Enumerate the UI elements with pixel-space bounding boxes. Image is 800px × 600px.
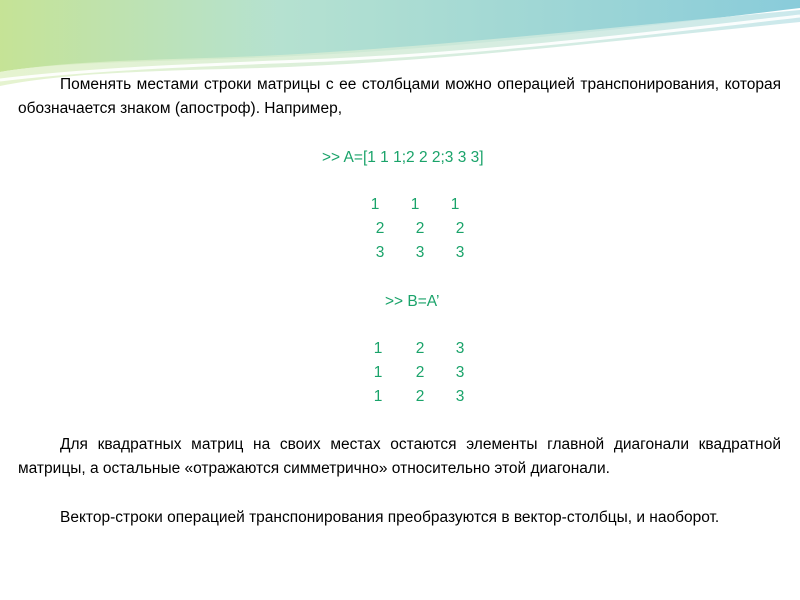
command-a: >> A=[1 1 1;2 2 2;3 3 3] [322,149,484,166]
matrix-a-cell: 2 [375,220,385,237]
matrix-a-cell: 3 [455,244,465,261]
matrix-b-cell: 3 [455,364,465,381]
matrix-b-cell: 1 [373,388,383,405]
matrix-b-cell: 1 [373,364,383,381]
square-matrix-text: Для квадратных матриц на своих местах остаются элементы главной диагонали квадратной матрицы, а остальные «отражаются симметрично» относительно этой диагонали. [18,436,781,477]
vector-paragraph [18,506,781,530]
matrix-b-cell: 3 [455,388,465,405]
intro-paragraph [18,73,781,121]
matrix-a-cell: 1 [410,196,420,213]
matrix-b-cell: 2 [415,388,425,405]
matrix-b-cell: 3 [455,340,465,357]
command-b: >> B=A’ [385,293,440,310]
matrix-a-cell: 2 [415,220,425,237]
matrix-b-cell: 2 [415,364,425,381]
matrix-a-cell: 3 [375,244,385,261]
intro-text: Поменять местами строки матрицы с ее столбцами можно операцией транспонирования, которая обозначается знаком (апостроф). Например, [18,76,781,117]
vector-text: Вектор-строки операцией транспонирования преобразуются в вектор-столбцы, и наоборот. [60,509,720,526]
square-matrix-paragraph [18,433,781,481]
matrix-b-cell: 2 [415,340,425,357]
matrix-a-cell: 2 [455,220,465,237]
matrix-b-cell: 1 [373,340,383,357]
matrix-a-cell: 1 [450,196,460,213]
matrix-a-cell: 3 [415,244,425,261]
matrix-a-cell: 1 [370,196,380,213]
